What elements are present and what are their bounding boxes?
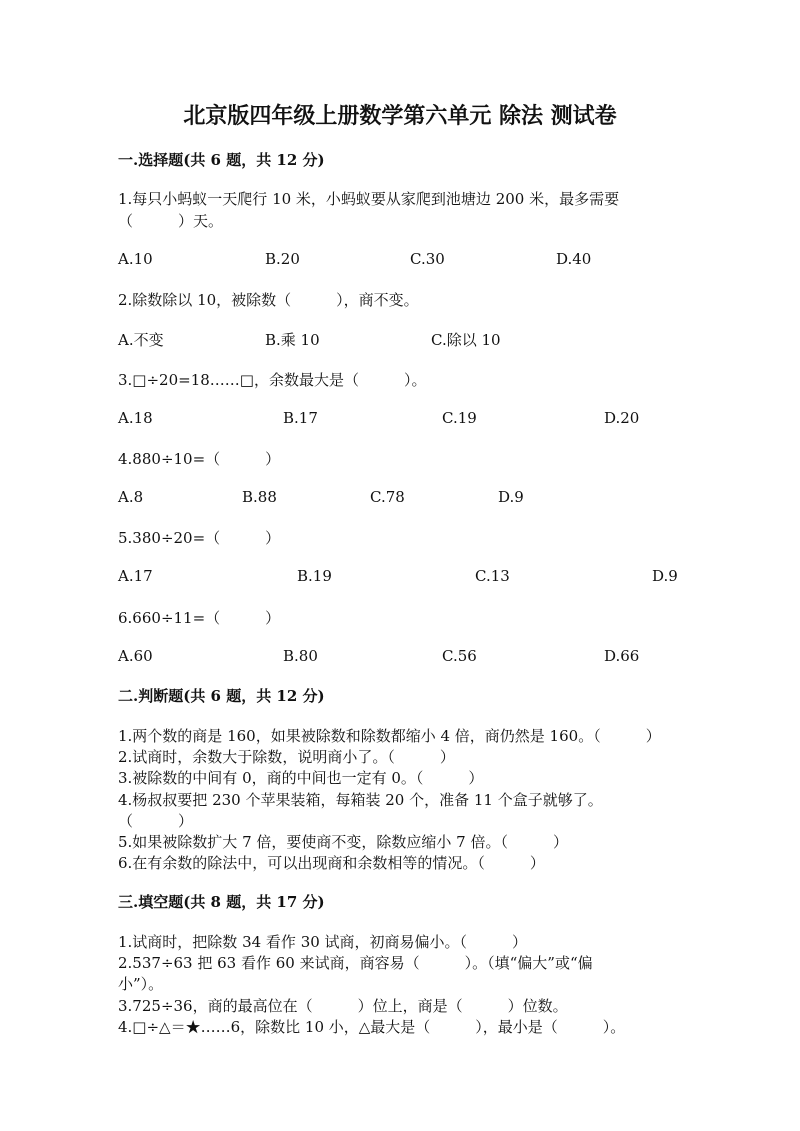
question-6-option-b: B.80 <box>283 647 318 665</box>
judgement-line-6: 6.在有余数的除法中，可以出现商和余数相等的情况。（ ） <box>118 854 545 872</box>
question-6-option-a: A.60 <box>118 647 153 665</box>
question-1-option-a: A.10 <box>118 250 153 268</box>
question-1-option-c: C.30 <box>410 250 445 268</box>
question-4-option-d: D.9 <box>498 488 524 506</box>
question-5-option-b: B.19 <box>297 567 332 585</box>
question-2-line-1: 2.除数除以 10，被除数（ ），商不变。 <box>118 291 419 309</box>
question-2-option-a: A.不变 <box>118 331 164 349</box>
judgement-line-5: 5.如果被除数扩大 7 倍，要使商不变，除数应缩小 7 倍。（ ） <box>118 833 568 851</box>
question-3-option-b: B.17 <box>283 409 318 427</box>
question-5-line-1: 5.380÷20=（ ） <box>118 529 281 547</box>
question-1-line-1: 1.每只小蚂蚁一天爬行 10 米，小蚂蚁要从家爬到池塘边 200 米，最多需要 <box>118 190 620 208</box>
question-4-option-c: C.78 <box>370 488 405 506</box>
fill-line-2: 2.537÷63 把 63 看作 60 来试商，商容易（ ）。（填“偏大”或“偏 <box>118 954 593 972</box>
fill-line-4: 4.□÷△＝★……6，除数比 10 小，△最大是（ ），最小是（ ）。 <box>118 1018 626 1036</box>
question-4-option-b: B.88 <box>242 488 277 506</box>
question-1-option-d: D.40 <box>556 250 592 268</box>
question-4-option-a: A.8 <box>118 488 144 506</box>
question-6-option-d: D.66 <box>604 647 640 665</box>
question-3-option-a: A.18 <box>118 409 153 427</box>
fill-line-1: 1.试商时，把除数 34 看作 30 试商，初商易偏小。（ ） <box>118 933 528 951</box>
judgement-line-3: 3.被除数的中间有 0，商的中间也一定有 0。（ ） <box>118 769 484 787</box>
section-heading-judgement: 二.判断题(共 6 题，共 12 分) <box>118 687 325 705</box>
page-title: 北京版四年级上册数学第六单元 除法 测试卷 <box>183 103 617 129</box>
question-3-option-c: C.19 <box>442 409 477 427</box>
fill-line-2-cont: 小”）。 <box>118 975 164 993</box>
question-5-option-a: A.17 <box>118 567 153 585</box>
question-1-line-2: （ ）天。 <box>118 212 224 230</box>
section-heading-choice: 一.选择题(共 6 题，共 12 分) <box>118 151 325 169</box>
judgement-line-4: 4.杨叔叔要把 230 个苹果装箱，每箱装 20 个，准备 11 个盒子就够了。 <box>118 791 603 809</box>
question-6-line-1: 6.660÷11=（ ） <box>118 609 281 627</box>
question-3-line-1: 3.□÷20=18……□，余数最大是（ ）。 <box>118 371 427 389</box>
question-5-option-d: D.9 <box>652 567 678 585</box>
question-3-option-d: D.20 <box>604 409 640 427</box>
question-5-option-c: C.13 <box>475 567 510 585</box>
question-6-option-c: C.56 <box>442 647 477 665</box>
judgement-line-4-cont: （ ） <box>118 812 194 830</box>
question-1-option-b: B.20 <box>265 250 300 268</box>
judgement-line-1: 1.两个数的商是 160，如果被除数和除数都缩小 4 倍，商仍然是 160。（ ） <box>118 727 661 745</box>
judgement-line-2: 2.试商时，余数大于除数，说明商小了。（ ） <box>118 748 455 766</box>
fill-line-3: 3.725÷36，商的最高位在（ ）位上，商是（ ）位数。 <box>118 997 568 1015</box>
question-2-option-c: C.除以 10 <box>431 331 501 349</box>
section-heading-fill-blank: 三.填空题(共 8 题，共 17 分) <box>118 893 325 911</box>
question-4-line-1: 4.880÷10=（ ） <box>118 450 281 468</box>
question-2-option-b: B.乘 10 <box>265 331 320 349</box>
